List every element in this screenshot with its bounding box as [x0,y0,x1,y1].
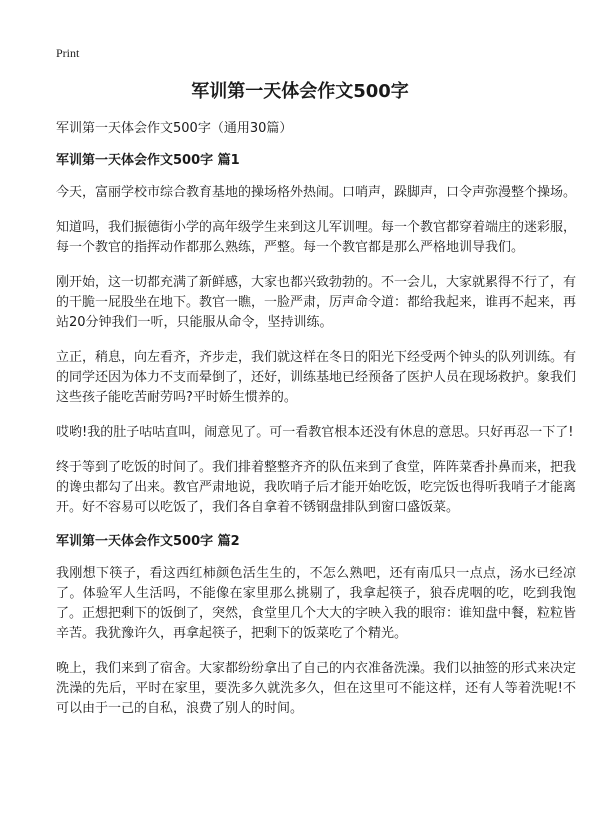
page-title: 军训第一天体会作文500字 [191,81,409,102]
paragraph: 哎哟!我的肚子咕咕直叫，闹意见了。可一看教官根本还没有休息的意思。只好再忍一下了! [56,425,574,440]
paragraph: 刚开始，这一切都充满了新鲜感，大家也都兴致勃勃的。不一会儿，大家就累得不行了，有的干脆一屁股坐在地下。教官一瞧，一脸严肃，厉声命令道：都给我起来，谁再不起来，再站20分钟我们一听，只能服从命令，坚持训练。 [56,275,577,330]
paragraph: 立正，稍息，向左看齐，齐步走，我们就这样在冬日的阳光下经受两个钟头的队列训练。有的同学还因为体力不支而晕倒了，还好，训练基地已经预备了医护人员在现场救护。象我们这些孩子能吃苦耐劳吗?平时娇生惯养的。 [56,350,577,405]
paragraph: 晚上，我们来到了宿舍。大家都纷纷拿出了自己的内衣准备洗澡。我们以抽签的形式来决定洗澡的先后，平时在家里，要洗多久就洗多久，但在这里可不能这样，还有人等着洗呢!不可以由于一己的自私，浪费了别人的时间。 [56,661,577,716]
article-subtitle: 军训第一天体会作文500字（通用30篇） [56,121,293,136]
paragraph: 终于等到了吃饭的时间了。我们排着整整齐齐的队伍来到了食堂，阵阵菜香扑鼻而来，把我的谗虫都勾了出来。教官严肃地说，我吹哨子后才能开始吃饭，吃完饭也得听我哨子才能离开。好不容易可以吃饭了，我们各自拿着不锈钢盘排队到窗口盛饭菜。 [56,460,577,515]
print-link[interactable]: Print [56,46,80,60]
paragraph: 知道吗，我们振德街小学的高年级学生来到这儿军训哩。每一个教官都穿着端庄的迷彩服，每一个教官的指挥动作都那么熟练，严整。每一个教官都是那么严格地训导我们。 [56,220,577,255]
section-heading: 军训第一天体会作文500字 篇1 [56,153,240,168]
paragraph: 今天，富丽学校市综合教育基地的操场格外热闹。口哨声，跺脚声，口令声弥漫整个操场。 [56,185,577,200]
paragraph: 我刚想下筷子，看这西红柿颜色活生生的，不怎么熟吧，还有南瓜只一点点，汤水已经凉了。体验军人生活吗，不能像在家里那么挑剔了，我拿起筷子，狼吞虎咽的吃，吃到我饱了。正想把剩下的饭倒了，突然，食堂里几个大大的字映入我的眼帘：谁知盘中餐，粒粒皆辛苦。我犹豫许久，再拿起筷子，把剩下的饭菜吃了个精光。 [56,566,577,641]
section-heading: 军训第一天体会作文500字 篇2 [56,534,240,549]
article-body [56,120,576,734]
